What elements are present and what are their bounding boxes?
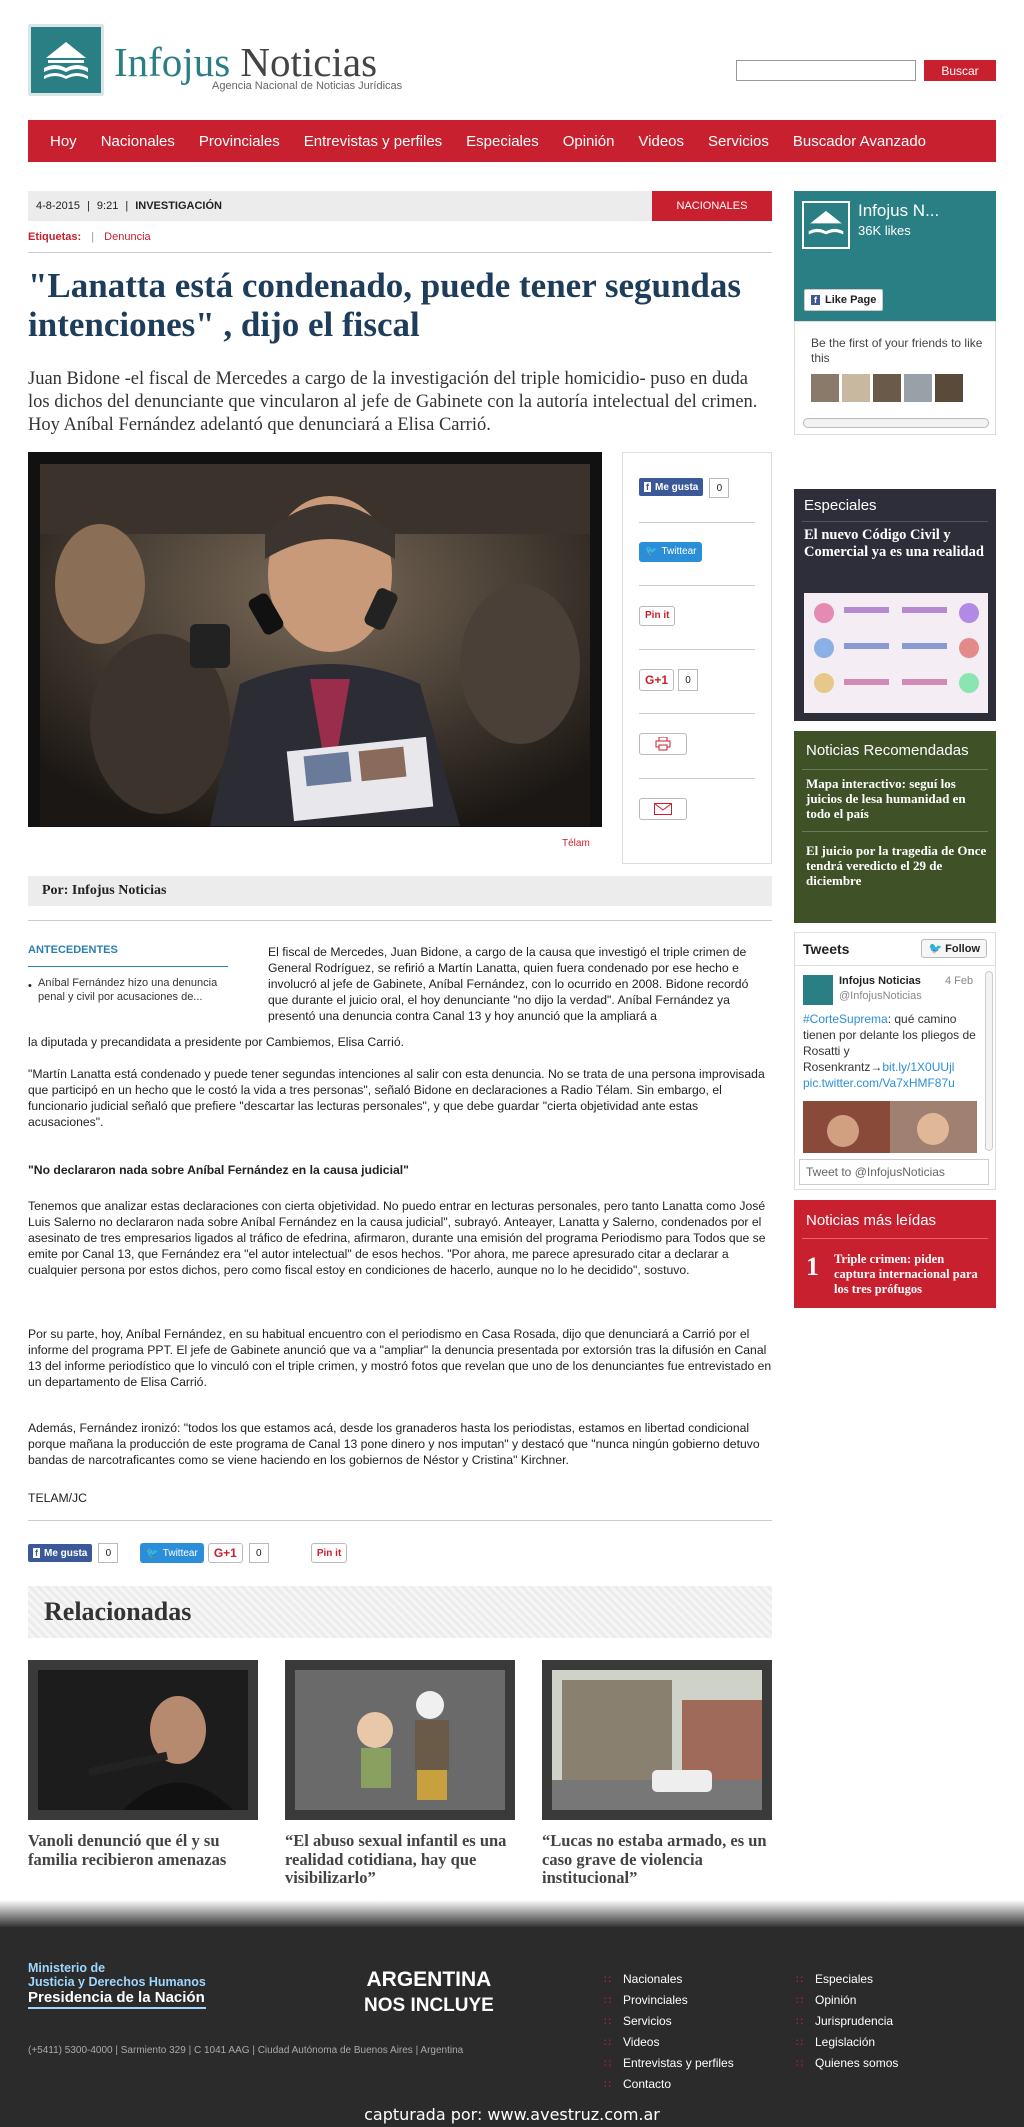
signature: TELAM/JC (28, 1491, 87, 1505)
recomendada-link-1[interactable]: Mapa interactivo: seguí los juicios de lesa humanidad en todo el país (806, 776, 966, 821)
tweet-hashtag[interactable]: #CorteSuprema (803, 1012, 888, 1026)
tweet-label: Twittear (661, 546, 697, 557)
fb-like-button-bottom[interactable] (28, 1544, 92, 1562)
fb-friends-box (794, 321, 996, 435)
email-button[interactable] (639, 798, 687, 820)
ministry-line-1: Ministerio de (28, 1961, 106, 1975)
footer-link-label: Especiales (815, 1972, 874, 1986)
dots-icon: ∷ (604, 2058, 611, 2070)
dots-icon: ∷ (604, 2016, 611, 2028)
especiales-box (794, 489, 996, 721)
article-section: INVESTIGACIÓN (135, 200, 222, 212)
main-nav (28, 120, 996, 162)
brand-tagline: Agencia Nacional de Noticias Jurídicas (212, 80, 403, 92)
especiales-title: Especiales (804, 497, 877, 514)
tags-label: Etiquetas: (28, 231, 82, 243)
subhead: "No declararon nada sobre Aníbal Fernández en la causa judicial" (28, 1163, 409, 1177)
footer-link-label: Provinciales (623, 1993, 688, 2007)
dots-icon: ∷ (796, 2016, 803, 2028)
facebook-icon: f (35, 1548, 38, 1558)
print-icon (655, 737, 671, 751)
capture-credit: capturada por: www.avestruz.com.ar (364, 2105, 660, 2124)
footer-link[interactable] (604, 2011, 734, 2032)
footer-link-label: Entrevistas y perfiles (623, 2056, 734, 2070)
ministry-line-2: Justicia y Derechos Humanos (28, 1975, 206, 1989)
dots-icon: ∷ (796, 2037, 803, 2049)
nav-item-provinciales[interactable]: Provinciales (198, 132, 280, 150)
brand-second: Noticias (240, 39, 378, 85)
especiales-link[interactable]: El nuevo Código Civil y Comercial ya es una realidad (804, 527, 984, 560)
search-input[interactable] (736, 60, 916, 81)
fb-like-button[interactable] (639, 478, 703, 496)
mas-leidas-box (794, 1200, 996, 1308)
tweet-widget[interactable] (639, 541, 702, 562)
fb-like-count-bottom: 0 (98, 1543, 118, 1563)
nav-item-servicios[interactable]: Servicios (708, 132, 769, 150)
divider (802, 831, 988, 832)
presidency-line: Presidencia de la Nación (28, 1991, 206, 2009)
recomendadas-box (794, 731, 996, 923)
search-button[interactable]: Buscar (924, 60, 996, 81)
divider (639, 522, 755, 523)
gplus-button[interactable]: G+1 (639, 669, 674, 691)
facebook-icon: f (646, 482, 649, 492)
twitter-icon: 🐦 (928, 943, 943, 955)
article-lead: Juan Bidone -el fiscal de Mercedes a cargo de la investigación del triple homicidio- puso en duda los dichos del denunciante que vincularon al jefe de Gabinete con la autoría intelectual del crimen. Hoy Aníbal Fernández adelantó que denunciará a Elisa Carrió. (28, 369, 758, 435)
facebook-icon: f (811, 295, 820, 305)
fb-page-widget[interactable] (794, 191, 996, 321)
footer-link-label: Jurisprudencia (815, 2014, 894, 2028)
share-column (622, 452, 772, 864)
footer-link-label: Nacionales (623, 1972, 683, 1986)
twitter-icon: 🐦 (146, 1547, 159, 1559)
antecedentes-link[interactable]: Aníbal Fernández hizo una denuncia penal y civil por acusaciones de... (38, 977, 218, 1003)
fb-avatars (811, 374, 963, 402)
related-image-2[interactable] (285, 1660, 515, 1820)
tweet-handle[interactable]: @InfojusNoticias (839, 990, 922, 1002)
footer-link[interactable] (796, 1990, 898, 2011)
tweet-label-bottom: Twittear (162, 1547, 198, 1559)
nav-item-videos[interactable]: Videos (638, 132, 685, 150)
tweet-link-2[interactable]: pic.twitter.com/Va7xHMF87u (803, 1076, 955, 1090)
tweet-text: : qué camino tienen por delante los pliegos de Rosatti y Rosenkrantz→ (803, 1012, 976, 1074)
nav-item-entrevistas[interactable]: Entrevistas y perfiles (303, 132, 443, 150)
fb-page-logo (802, 201, 850, 249)
footer-links-col-1 (604, 1969, 734, 2095)
print-button[interactable] (639, 733, 687, 755)
antecedentes-title: ANTECEDENTES (28, 944, 118, 956)
nav-item-especiales[interactable]: Especiales (466, 132, 539, 150)
footer-link-label: Legislación (815, 2035, 876, 2049)
article-meta: 4-8-2015 | 9:21 | INVESTIGACIÓN (28, 191, 772, 221)
footer-link[interactable] (604, 2032, 734, 2053)
article-date: 4-8-2015 (36, 200, 81, 212)
nav-item-hoy[interactable]: Hoy (50, 132, 77, 150)
fb-page-name[interactable]: Infojus N... (858, 201, 940, 220)
paragraph-1-part: El fiscal de Mercedes, Juan Bidone, a cargo de la causa que investigó el triple crimen de General Rodríguez, se refirió a Martín Lanatta, quien fuera condenado por ese hecho e involucró al jefe de Gabinete, Aníbal Fernández, con lo ocurrido en 2008. Bidone recordó que durante el juicio oral, el hoy denunciante "no dijo la verdad". Aníbal Fernández ya presentó una denuncia contra Canal 13 y hoy anunció que la ampliará a (268, 945, 749, 1023)
photo-credit: Télam (562, 838, 590, 849)
divider (802, 769, 988, 770)
gplus-widget[interactable] (639, 669, 698, 691)
site-brand[interactable] (114, 40, 377, 84)
horizontal-scrollbar[interactable] (803, 418, 989, 428)
brand-main: Infojus (114, 39, 231, 85)
dots-icon: ∷ (604, 2079, 611, 2091)
divider (639, 713, 755, 714)
tweet-date[interactable]: 4 Feb (945, 975, 974, 987)
envelope-icon (654, 803, 672, 815)
divider (639, 649, 755, 650)
tweets-title: Tweets (803, 941, 850, 957)
mas-leidas-number: 1 (806, 1252, 819, 1281)
article-photo[interactable] (28, 452, 602, 827)
nav-item-nacionales[interactable]: Nacionales (100, 132, 175, 150)
fb-like-count: 0 (709, 478, 729, 498)
divider (639, 585, 755, 586)
footer-link[interactable] (796, 1969, 898, 1990)
fb-like-page-label: Like Page (825, 294, 877, 306)
especiales-image[interactable] (804, 593, 988, 713)
footer-fade (0, 1900, 1024, 1928)
follow-label: Follow (945, 943, 980, 955)
photo-caption: El jefe de Gabinete muestra fotos que demuestran que la entrevista se filmó en un departamento de Carrió (40, 836, 561, 848)
dots-icon: ∷ (796, 1974, 803, 1986)
pinterest-widget[interactable] (639, 605, 675, 626)
divider (28, 252, 772, 253)
footer-link[interactable] (604, 2053, 734, 2074)
footer-link-label: Quienes somos (815, 2056, 899, 2070)
footer-link[interactable] (796, 2032, 898, 2053)
codigo-civil-illustration (804, 593, 988, 713)
related-image-3[interactable] (542, 1660, 772, 1820)
footer-link[interactable] (796, 2011, 898, 2032)
avatar[interactable] (873, 374, 901, 402)
street-photo (542, 1660, 772, 1820)
twitter-icon: 🐦 (645, 546, 658, 557)
divider (639, 778, 755, 779)
speaker-photo (28, 1660, 258, 1820)
gplus-count-bottom: 0 (249, 1543, 269, 1563)
footer-link[interactable] (604, 2074, 734, 2095)
footer-address: (+5411) 5300-4000 | Sarmiento 329 | C 1041 AAG | Ciudad Autónoma de Buenos Aires | Argentina (28, 2045, 464, 2056)
recomendadas-title: Noticias Recomendadas (806, 742, 969, 759)
category-button[interactable]: NACIONALES (652, 191, 772, 221)
pin-it-button[interactable]: Pin it (639, 606, 675, 626)
related-image-1[interactable] (28, 1660, 258, 1820)
article-title: "Lanatta está condenado, puede tener segundas intenciones" , dijo el fiscal (28, 266, 742, 344)
related-title-2[interactable]: “El abuso sexual infantil es una realidad cotidiana, hay que visibilizarlo” (285, 1831, 507, 1887)
fb-like-page-button[interactable] (804, 289, 883, 311)
tweet-avatar[interactable] (803, 975, 833, 1005)
nav-item-opinion[interactable]: Opinión (562, 132, 615, 150)
email-widget[interactable] (639, 798, 687, 820)
footer-link-label: Servicios (623, 2014, 672, 2028)
site-logo[interactable] (28, 24, 104, 96)
fb-like-label-bottom: Me gusta (44, 1547, 88, 1559)
argentina-line-1: ARGENTINA (366, 1968, 492, 1991)
avatar[interactable] (935, 374, 963, 402)
ministry-logo[interactable] (28, 1961, 206, 2009)
tweet-link-1[interactable]: bit.ly/1X0UUjl (882, 1060, 955, 1074)
fb-like-label: Me gusta (655, 481, 699, 493)
paragraph-5: Además, Fernández ironizó: "todos los que estamos acá, desde los granaderos hasta los periodistas, estamos en libertad condicional porque mañana la producción de este programa de Canal 13 pone dinero y nos imputan" y destacó que "nunca ningún gobierno detuvo bandas de narcotraficantes como se viene haciendo en los gobiernos de Néstor y Cristina" Kirchner. (28, 1421, 760, 1467)
fb-like-widget[interactable] (639, 478, 729, 498)
dots-icon: ∷ (604, 1995, 611, 2007)
dots-icon: ∷ (796, 2058, 803, 2070)
bullet-icon: • (28, 980, 32, 992)
vertical-scrollbar[interactable] (985, 971, 993, 1151)
related-title-3[interactable]: “Lucas no estaba armado, es un caso grave de violencia institucional” (542, 1831, 767, 1887)
dots-icon: ∷ (604, 2037, 611, 2049)
twitter-timeline (794, 932, 996, 1190)
footer-link[interactable] (796, 2053, 898, 2074)
tweet-photo (803, 1101, 977, 1153)
mas-leidas-title: Noticias más leídas (806, 1212, 937, 1229)
argentina-logo[interactable] (364, 1967, 494, 2019)
paragraph-4: Por su parte, hoy, Aníbal Fernández, en su habitual encuentro con el periodismo en Casa Rosada, dijo que denunciará a Carrió por el informe del programa PPT. El jefe de Gabinete anunció que va a "ampliar" la denuncia presentada por extorsión tras la difusión en Canal 13 del informe periodístico que lo vinculó con el triple crimen, y mostró fotos que revelan que uno de los denunciantes fue entrevistado en un departamento de Elisa Carrió. (28, 1327, 772, 1389)
article-time: 9:21 (96, 200, 119, 212)
divider (28, 1520, 772, 1521)
tweet-text-block (803, 1011, 979, 1091)
site-footer (0, 1927, 1024, 2127)
illustration-image (285, 1660, 515, 1820)
gplus-button-bottom[interactable]: G+1 (208, 1543, 243, 1563)
tweet-image[interactable] (803, 1101, 977, 1153)
gplus-count: 0 (678, 669, 698, 691)
divider (28, 966, 228, 967)
tweet-button-bottom[interactable] (140, 1543, 203, 1563)
related-title-1[interactable]: Vanoli denunció que él y su familia recibieron amenazas (28, 1831, 227, 1869)
avatar[interactable] (904, 374, 932, 402)
divider (802, 1238, 988, 1239)
related-heading: Relacionadas (28, 1586, 772, 1638)
recomendada-link-2[interactable]: El juicio por la tragedia de Once tendrá veredicto el 29 de diciembre (806, 843, 987, 888)
divider (802, 521, 988, 522)
paragraph-3: Tenemos que analizar estas declaraciones con cierta objetividad. No puedo entrar en lecturas personales, pero tanto Lanatta como José Luis Salerno no declararon nada sobre Aníbal Fernández en la causa judicial", subrayó. Anteayer, Lanatta y Salerno, condenados por el asesinato de tres empresarios ligados al tráfico de efedrina, afirmaron, durante una emisión del programa Periodismo para Todos que se emite por Canal 13, que Fernández era "el autor intelectual" de esos hechos. "Por ahora, me parece apresurado citar a declarar a cualquier persona por estos dichos, pero como fiscal estoy en condiciones de hacerlo, aunque no lo he decidido", sostuvo. (28, 1199, 766, 1277)
footer-link-label: Videos (623, 2035, 660, 2049)
follow-button[interactable] (921, 939, 987, 958)
nav-item-buscador[interactable]: Buscador Avanzado (792, 132, 927, 150)
tweet-button[interactable] (639, 542, 702, 562)
avatar[interactable] (811, 374, 839, 402)
tweet-to-field[interactable]: Tweet to @InfojusNoticias (799, 1159, 989, 1185)
footer-link-label: Contacto (623, 2077, 672, 2091)
pin-it-button-bottom[interactable]: Pin it (311, 1543, 347, 1563)
print-widget[interactable] (639, 733, 687, 756)
avatar[interactable] (842, 374, 870, 402)
paragraph-1-end: la diputada y precandidata a presidente por Cambiemos, Elisa Carrió. (28, 1035, 404, 1049)
fb-page-likes: 36K likes (858, 223, 911, 238)
bottom-share-row (28, 1543, 347, 1563)
fb-friends-text: Be the first of your friends to like this (811, 336, 983, 365)
tag-link[interactable]: Denuncia (104, 231, 151, 243)
dots-icon: ∷ (796, 1995, 803, 2007)
mas-leidas-link[interactable]: Triple crimen: piden captura internacional para los tres prófugos (834, 1252, 978, 1296)
footer-links-col-2 (796, 1969, 898, 2074)
argentina-line-2: NOS INCLUYE (364, 1995, 494, 2016)
logo-icon (804, 203, 848, 247)
footer-link-label: Opinión (815, 1993, 857, 2007)
divider (28, 920, 772, 921)
footer-link[interactable] (604, 1969, 734, 1990)
paragraph-2: "Martín Lanatta está condenado y puede tener segundas intenciones al salir con esta denuncia. No se trata de una persona improvisada que participó en un hecho que le costó la vida a tres personas", señaló Bidone en declaraciones a Radio Télam. Sin embargo, el funcionario judicial señaló que prefiere "descartar las lecturas personales", y que debe guardar "cierta objetividad ante estas acusaciones". (28, 1067, 765, 1129)
divider (795, 965, 995, 966)
footer-link[interactable] (604, 1990, 734, 2011)
tags-row: Etiquetas: | Denuncia (28, 231, 151, 243)
logo-icon (38, 36, 94, 84)
dots-icon: ∷ (604, 1974, 611, 1986)
tweet-author[interactable]: Infojus Noticias (839, 975, 921, 987)
press-photo-image (40, 464, 590, 826)
byline: Por: Infojus Noticias (28, 876, 772, 906)
